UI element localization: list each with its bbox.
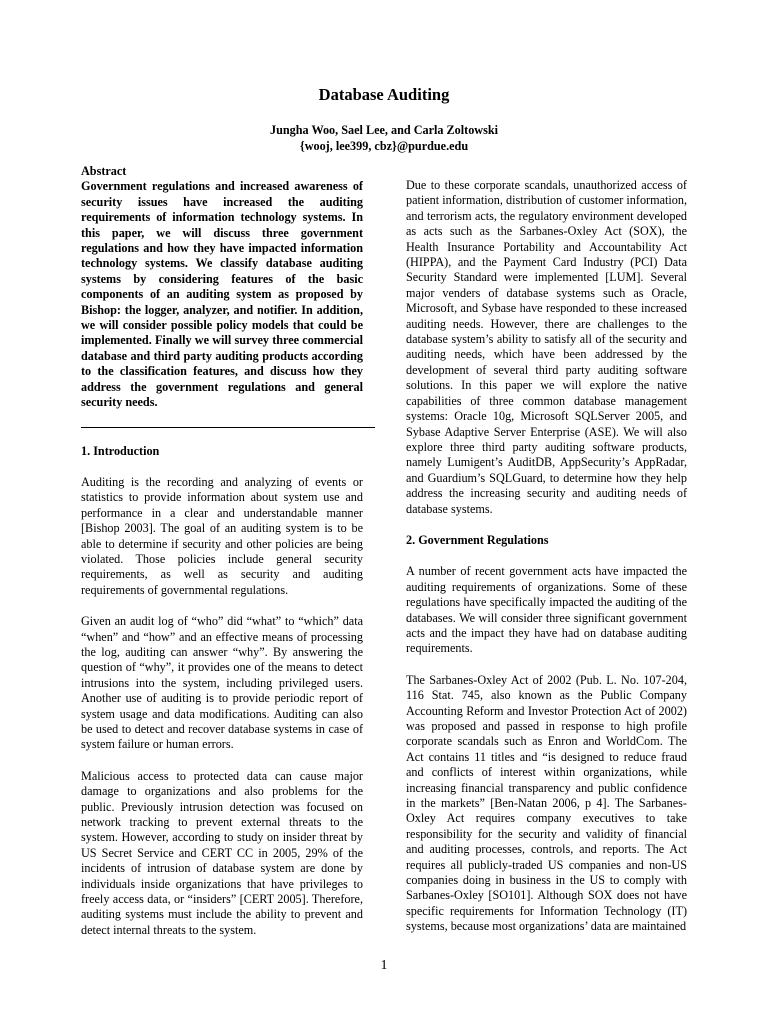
- author-names: Jungha Woo, Sael Lee, and Carla Zoltowski: [270, 123, 498, 137]
- author-emails: {wooj, lee399, cbz}@purdue.edu: [299, 139, 469, 153]
- intro-paragraph-2: Given an audit log of “who” did “what” to “which” data “when” and “how” and an effective means of processing the log, auditing can answer “why”. By answering the question of “why”, it provides one of the means to detect intrusions into the system, including privileged users. Another use of auditing is to provide periodic report of system usage and data modifications. Auditing can also be used to detect and recover database systems in case of system failure or human errors.: [81, 614, 363, 752]
- regulations-paragraph-1: A number of recent government acts have impacted the auditing requirements of organizations. Some of these regulations have specifically impacted the auditing of the databases. We will consider three significant government acts and the impact they have had on database auditing requirements.: [406, 564, 687, 656]
- page-number: 1: [380, 958, 388, 973]
- section-heading-government-regulations: 2. Government Regulations: [406, 532, 549, 547]
- abstract-body: Government regulations and increased awareness of security issues have increased the auditing requirements of information technology systems. In this paper, we will discuss three government regulations and how they have impacted information technology systems. We classify database auditing systems by considering features of the basic components of an auditing system as proposed by Bishop: the logger, analyzer, and notifier. In addition, we will consider possible policy models that could be implemented. Finally we will survey three commercial database and third party auditing products according to the classification features, and discuss how they address the government regulations and general security needs.: [81, 179, 363, 410]
- section-heading-introduction: 1. Introduction: [81, 443, 160, 458]
- intro-continued-paragraph: Due to these corporate scandals, unauthorized access of patient information, distribution of customer information, and terrorism acts, the regulatory environment developed as acts such as the Sarbanes-Oxley Act (SOX), the Health Insurance Portability and Accountability Act (HIPPA), and the Payment Card Industry (PCI) Data Security Standard were implemented [LUM]. Several major venders of database systems such as Oracle, Microsoft, and Sybase have responded to these increased auditing needs. However, there are challenges to the database system’s ability to satisfy all of the security and auditing needs, which have been addressed by the development of several third party auditing software solutions. In this paper we will explore the native capabilities of three common database management systems: Oracle 10g, Microsoft SQLServer 2005, and Sybase Adaptive Server Enterprise (ASE). We will also explore three third party auditing software products, namely Lumigent’s AuditDB, AppSecurity’s AppRadar, and Guardium’s SQLGuard, to determine how they help address the increasing security and auditing needs of database systems.: [406, 178, 687, 516]
- intro-paragraph-3: Malicious access to protected data can cause major damage to organizations and also problems for the public. Previously intrusion detection was focused on network tracking to prevent external threats to the system. However, according to study on insider threat by US Secret Service and CERT CC in 2005, 29% of the incidents of intrusion of database system are done by individuals inside organizations that have privileges to freely access data, or “insiders” [CERT 2005]. Therefore, auditing systems must include the ability to prevent and detect internal threats to the system.: [81, 768, 363, 937]
- paper-title: Database Auditing: [318, 85, 450, 104]
- abstract-heading: Abstract: [81, 164, 127, 178]
- intro-paragraph-1: Auditing is the recording and analyzing of events or statistics to provide information about system use and performance in a clear and understandable manner [Bishop 2003]. The goal of an auditing system is to be able to determine if security and other policies are being violated. Those policies include general security requirements, as well as security and auditing requirements of governmental regulations.: [81, 474, 363, 597]
- right-column: [406, 178, 687, 935]
- author-block: [0, 122, 768, 154]
- left-column: [81, 164, 363, 938]
- regulations-paragraph-2: The Sarbanes-Oxley Act of 2002 (Pub. L. No. 107-204, 116 Stat. 745, also known as the Public Company Accounting Reform and Investor Protection Act of 2002) was proposed and passed in response to high profile corporate scandals such as Enron and WorldCom. The Act contains 11 titles and “is designed to reduce fraud and conflicts of interest within organizations, while increasing financial transparency and public confidence in the markets” [Ben-Natan 2006, p 4]. The Sarbanes-Oxley Act requires company executives to take responsibility for the security and validity of financial and auditing processes, controls, and reports. The Act requires all publicly-traded US companies and non-US companies doing in business in the US to comply with Sarbanes-Oxley [SO101]. Although SOX does not have specific requirements for Information Technology (IT) systems, because most organizations’ data are maintained: [406, 672, 687, 934]
